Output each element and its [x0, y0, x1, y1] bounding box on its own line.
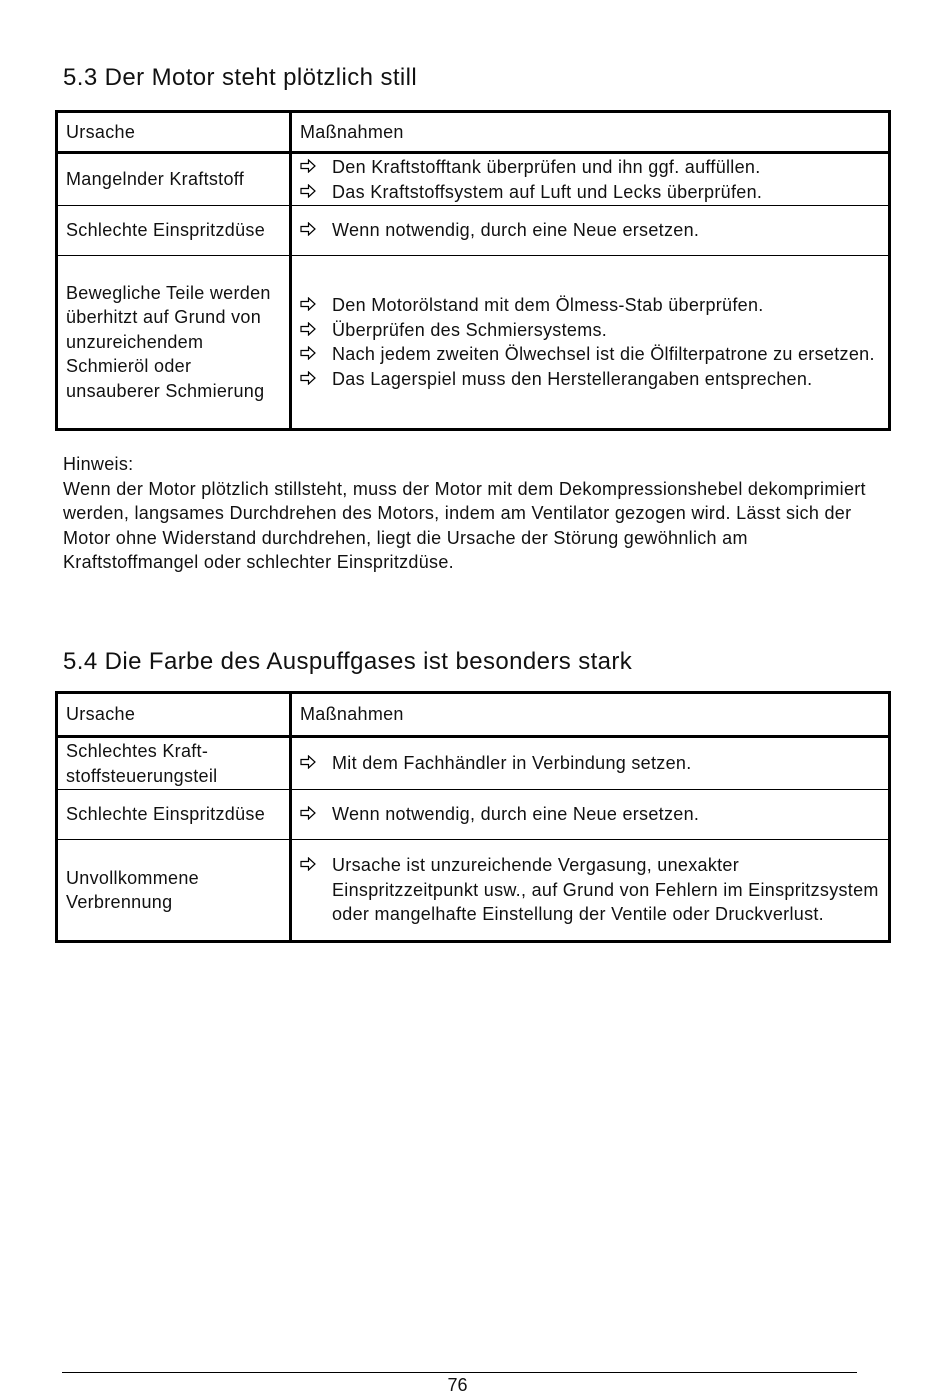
arrow-right-outline-icon: [300, 755, 316, 769]
measures-cell: [291, 840, 890, 942]
arrow-right-outline-icon: [300, 857, 316, 871]
section-5-4-title: 5.4 Die Farbe des Auspuffgases ist besonders stark: [63, 648, 633, 675]
measure-item: Den Kraftstofftank überprüfen und ihn ggf. auffüllen.: [300, 155, 884, 180]
arrow-right-outline-icon: [300, 184, 316, 198]
measure-item: Wenn notwendig, durch eine Neue ersetzen.: [300, 802, 884, 827]
table-row: [57, 840, 890, 942]
header-measures: Maßnahmen: [291, 693, 890, 737]
section-5-3-title: 5.3 Der Motor steht plötzlich still: [63, 64, 418, 91]
cause-cell: Schlechte Einspritzdüse: [57, 790, 291, 840]
measures-cell: [291, 737, 890, 790]
note-label: Hinweis:: [63, 454, 134, 474]
arrow-right-outline-icon: [300, 371, 316, 385]
arrow-right-outline-icon: [300, 322, 316, 336]
table-header-row: [57, 693, 890, 737]
measures-cell: [291, 206, 890, 256]
table-row: [57, 737, 890, 790]
header-cause: Ursache: [57, 693, 291, 737]
table-row: [57, 790, 890, 840]
measures-cell: [291, 256, 890, 430]
header-measures: Maßnahmen: [291, 112, 890, 153]
cause-cell: Unvollkommene Verbrennung: [57, 840, 291, 942]
note-block: [63, 452, 883, 575]
page-number: 76: [447, 1375, 468, 1395]
table-row: [57, 256, 890, 430]
measure-item: Ursache ist unzureichende Vergasung, unexakter Einspritzzeitpunkt usw., auf Grund von Fehlern im Einspritzsystem oder mangelhafte Einstellung der Ventile oder Druckverlust.: [300, 853, 884, 927]
table-row: [57, 153, 890, 206]
measures-cell: [291, 790, 890, 840]
arrow-right-outline-icon: [300, 222, 316, 236]
table-row: [57, 206, 890, 256]
measure-item: Das Kraftstoffsystem auf Luft und Lecks überprüfen.: [300, 180, 884, 205]
measures-cell: [291, 153, 890, 206]
header-cause: Ursache: [57, 112, 291, 153]
arrow-right-outline-icon: [300, 159, 316, 173]
measure-item: Mit dem Fachhändler in Verbindung setzen.: [300, 751, 884, 776]
measure-item: Das Lagerspiel muss den Herstellerangaben entsprechen.: [300, 367, 884, 392]
measure-item: Den Motorölstand mit dem Ölmess-Stab überprüfen.: [300, 293, 884, 318]
troubleshooting-table-5-3: [55, 110, 891, 431]
table-header-row: [57, 112, 890, 153]
measure-item: Nach jedem zweiten Ölwechsel ist die Ölfilterpatrone zu ersetzen.: [300, 342, 884, 367]
cause-cell: Schlechtes Kraft-stoffsteuerungsteil: [57, 737, 291, 790]
cause-cell: Bewegliche Teile werden überhitzt auf Grund von unzureichendem Schmieröl oder unsauberer Schmierung: [57, 256, 291, 430]
note-text: Wenn der Motor plötzlich stillsteht, muss der Motor mit dem Dekompressionshebel dekomprimiert werden, langsames Durchdrehen des Motors, indem am Ventilator gezogen wird. Lässt sich der Motor ohne Widerstand durchdrehen, liegt die Ursache der Störung gewöhnlich am Kraftstoffmangel oder schlechter Einspritzdüse.: [63, 478, 866, 572]
footer-divider: [62, 1372, 857, 1373]
troubleshooting-table-5-4: [55, 691, 891, 943]
cause-cell: Mangelnder Kraftstoff: [57, 153, 291, 206]
arrow-right-outline-icon: [300, 806, 316, 820]
measure-item: Überprüfen des Schmiersystems.: [300, 318, 884, 343]
arrow-right-outline-icon: [300, 297, 316, 311]
arrow-right-outline-icon: [300, 346, 316, 360]
cause-cell: Schlechte Einspritzdüse: [57, 206, 291, 256]
measure-item: Wenn notwendig, durch eine Neue ersetzen.: [300, 218, 884, 243]
